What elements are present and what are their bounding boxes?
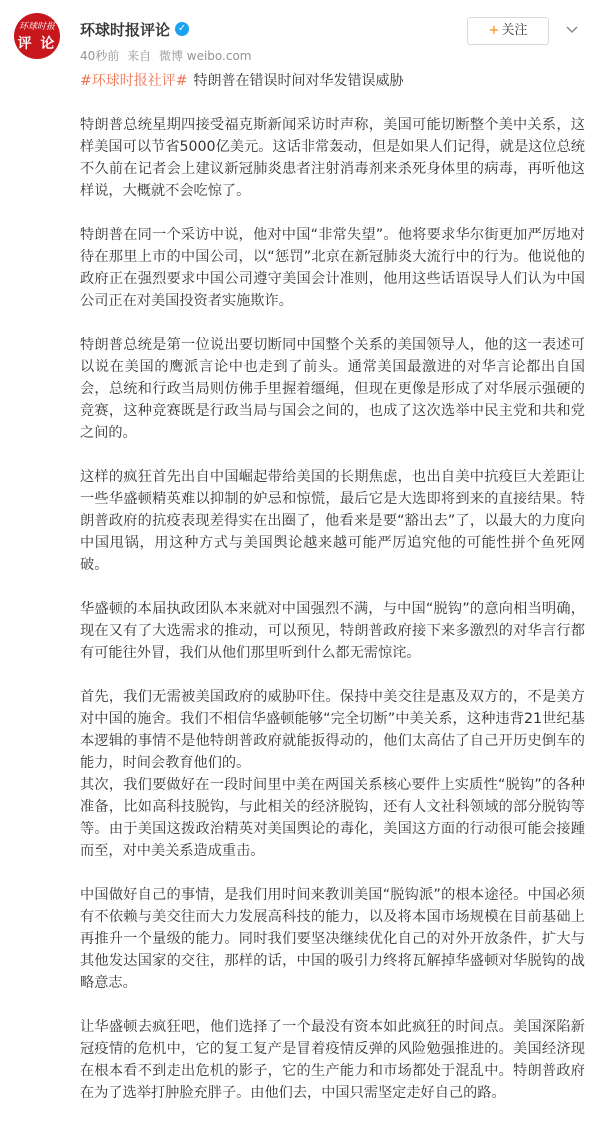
- post-body: [80, 114, 585, 1104]
- paragraph-gap: [80, 576, 585, 598]
- follow-label: 关注: [501, 23, 528, 38]
- paragraph: 特朗普在同一个采访中说，他对中国“非常失望”。他将要求华尔街更加严厉地对待在那里上市的中国公司，以“惩罚”北京在新冠肺炎大流行中的行为。他说他的政府正在强烈要求中国公司遵守美国会计准则，他用这些话语误导人们认为中国公司正在对美国投资者实施欺诈。: [80, 227, 585, 309]
- post-time[interactable]: 40秒前: [80, 49, 120, 63]
- post-header: [0, 0, 600, 64]
- paragraph-gap: [80, 312, 585, 334]
- paragraph-gap: [80, 664, 585, 686]
- verified-icon: ✓: [175, 22, 189, 36]
- avatar-text-bottom: 评 论: [17, 36, 57, 52]
- paragraph: 首先，我们无需被美国政府的威胁吓住。保持中美交往是惠及双方的，不是美方对中国的施舍。我们不相信华盛顿能够“完全切断”中美关系，这种违背21世纪基本逻辑的事情不是他特朗普政府就能扳得动的，他们太高估了自己开历史倒车的能力，时间会教育他们的。: [80, 689, 585, 771]
- post-meta: [80, 47, 256, 64]
- paragraph: 华盛顿的本届执政团队本来就对中国强烈不满，与中国“脱钩”的意向相当明确，现在又有了大选需求的推动，可以预见，特朗普政府接下来多激烈的对华言行都有可能往外冒，我们从他们那里听到什么都无需惊诧。: [80, 601, 585, 661]
- hashtag-link[interactable]: #环球时报社评#: [80, 73, 188, 89]
- paragraph-gap: [80, 202, 585, 224]
- account-name[interactable]: 环球时报评论: [80, 20, 171, 39]
- chevron-down-icon[interactable]: [563, 22, 581, 40]
- paragraph: 让华盛顿去疯狂吧，他们选择了一个最没有资本如此疯狂的时间点。美国深陷新冠疫情的危机中，它的复工复产是冒着疫情反弹的风险勉强推进的。美国经济现在根本看不到走出危机的影子，它的生产能力和市场都处于混乱中。特朗普政府在为了选举打肿脸充胖子。由他们去，中国只需坚定走好自己的路。: [80, 1019, 585, 1101]
- paragraph: 这样的疯狂首先出自中国崛起带给美国的长期焦虑，也出自美中抗疫巨大差距让一些华盛顿精英难以抑制的妒忌和惊慌，最后它是大选即将到来的直接结果。特朗普政府的抗疫表现差得实在出圈了，他看来是要“豁出去”了，以最大的力度向中国甩锅，用这种方式与美国舆论越来越可能严厉追究他的可能性拼个鱼死网破。: [80, 469, 585, 573]
- paragraph-gap: [80, 444, 585, 466]
- paragraph-gap: [80, 862, 585, 884]
- post-source[interactable]: 微博 weibo.com: [158, 49, 252, 63]
- paragraph: 特朗普总统星期四接受福克斯新闻采访时声称，美国可能切断整个美中关系，这样美国可以节省5000亿美元。这话非常轰动，但是如果人们记得，就是这位总统不久前在记者会上建议新冠肺炎患者注射消毒剂来杀死身体里的病毒，再听他这样说，大概就不会吃惊了。: [80, 117, 585, 199]
- source-prefix: 来自: [127, 49, 152, 63]
- paragraph: 中国做好自己的事情，是我们用时间来教训美国“脱钩派”的根本途径。中国必须有不依赖与美交往而大力发展高科技的能力，以及将本国市场规模在目前基础上再推升一个量级的能力。同时我们要坚决继续优化自己的对外开放条件，扩大与其他发达国家的交往，那样的话，中国的吸引力终将瓦解掉华盛顿对华脱钩的战略意志。: [80, 887, 585, 991]
- paragraph-gap: [80, 994, 585, 1016]
- avatar[interactable]: [14, 13, 60, 59]
- follow-button[interactable]: [467, 17, 549, 45]
- paragraph: 特朗普总统是第一位说出要切断同中国整个关系的美国领导人，他的这一表述可以说在美国的鹰派言论中也走到了前头。通常美国最激进的对华言论都出自国会，总统和行政当局则仿佛手里握着缰绳，但现在更像是形成了对华展示强硬的竞赛，这种竞赛既是行政当局与国会之间的，也成了这次选举中民主党和共和党之间的。: [80, 337, 585, 441]
- paragraph: 其次，我们要做好在一段时间里中美在两国关系核心要件上实质性“脱钩”的各种准备，比如高科技脱钩，与此相关的经济脱钩，还有人文社科领域的部分脱钩等等。由于美国这拨政治精英对美国舆论的毒化，美国这方面的行动很可能会接踵而至，对中美关系造成重击。: [80, 777, 585, 859]
- plus-icon: +: [488, 23, 500, 38]
- avatar-text-top: 环球时报: [18, 22, 55, 32]
- post-title: 特朗普在错误时间对华发错误威胁: [193, 73, 404, 89]
- name-row: [80, 19, 189, 39]
- post-headline: [80, 70, 403, 90]
